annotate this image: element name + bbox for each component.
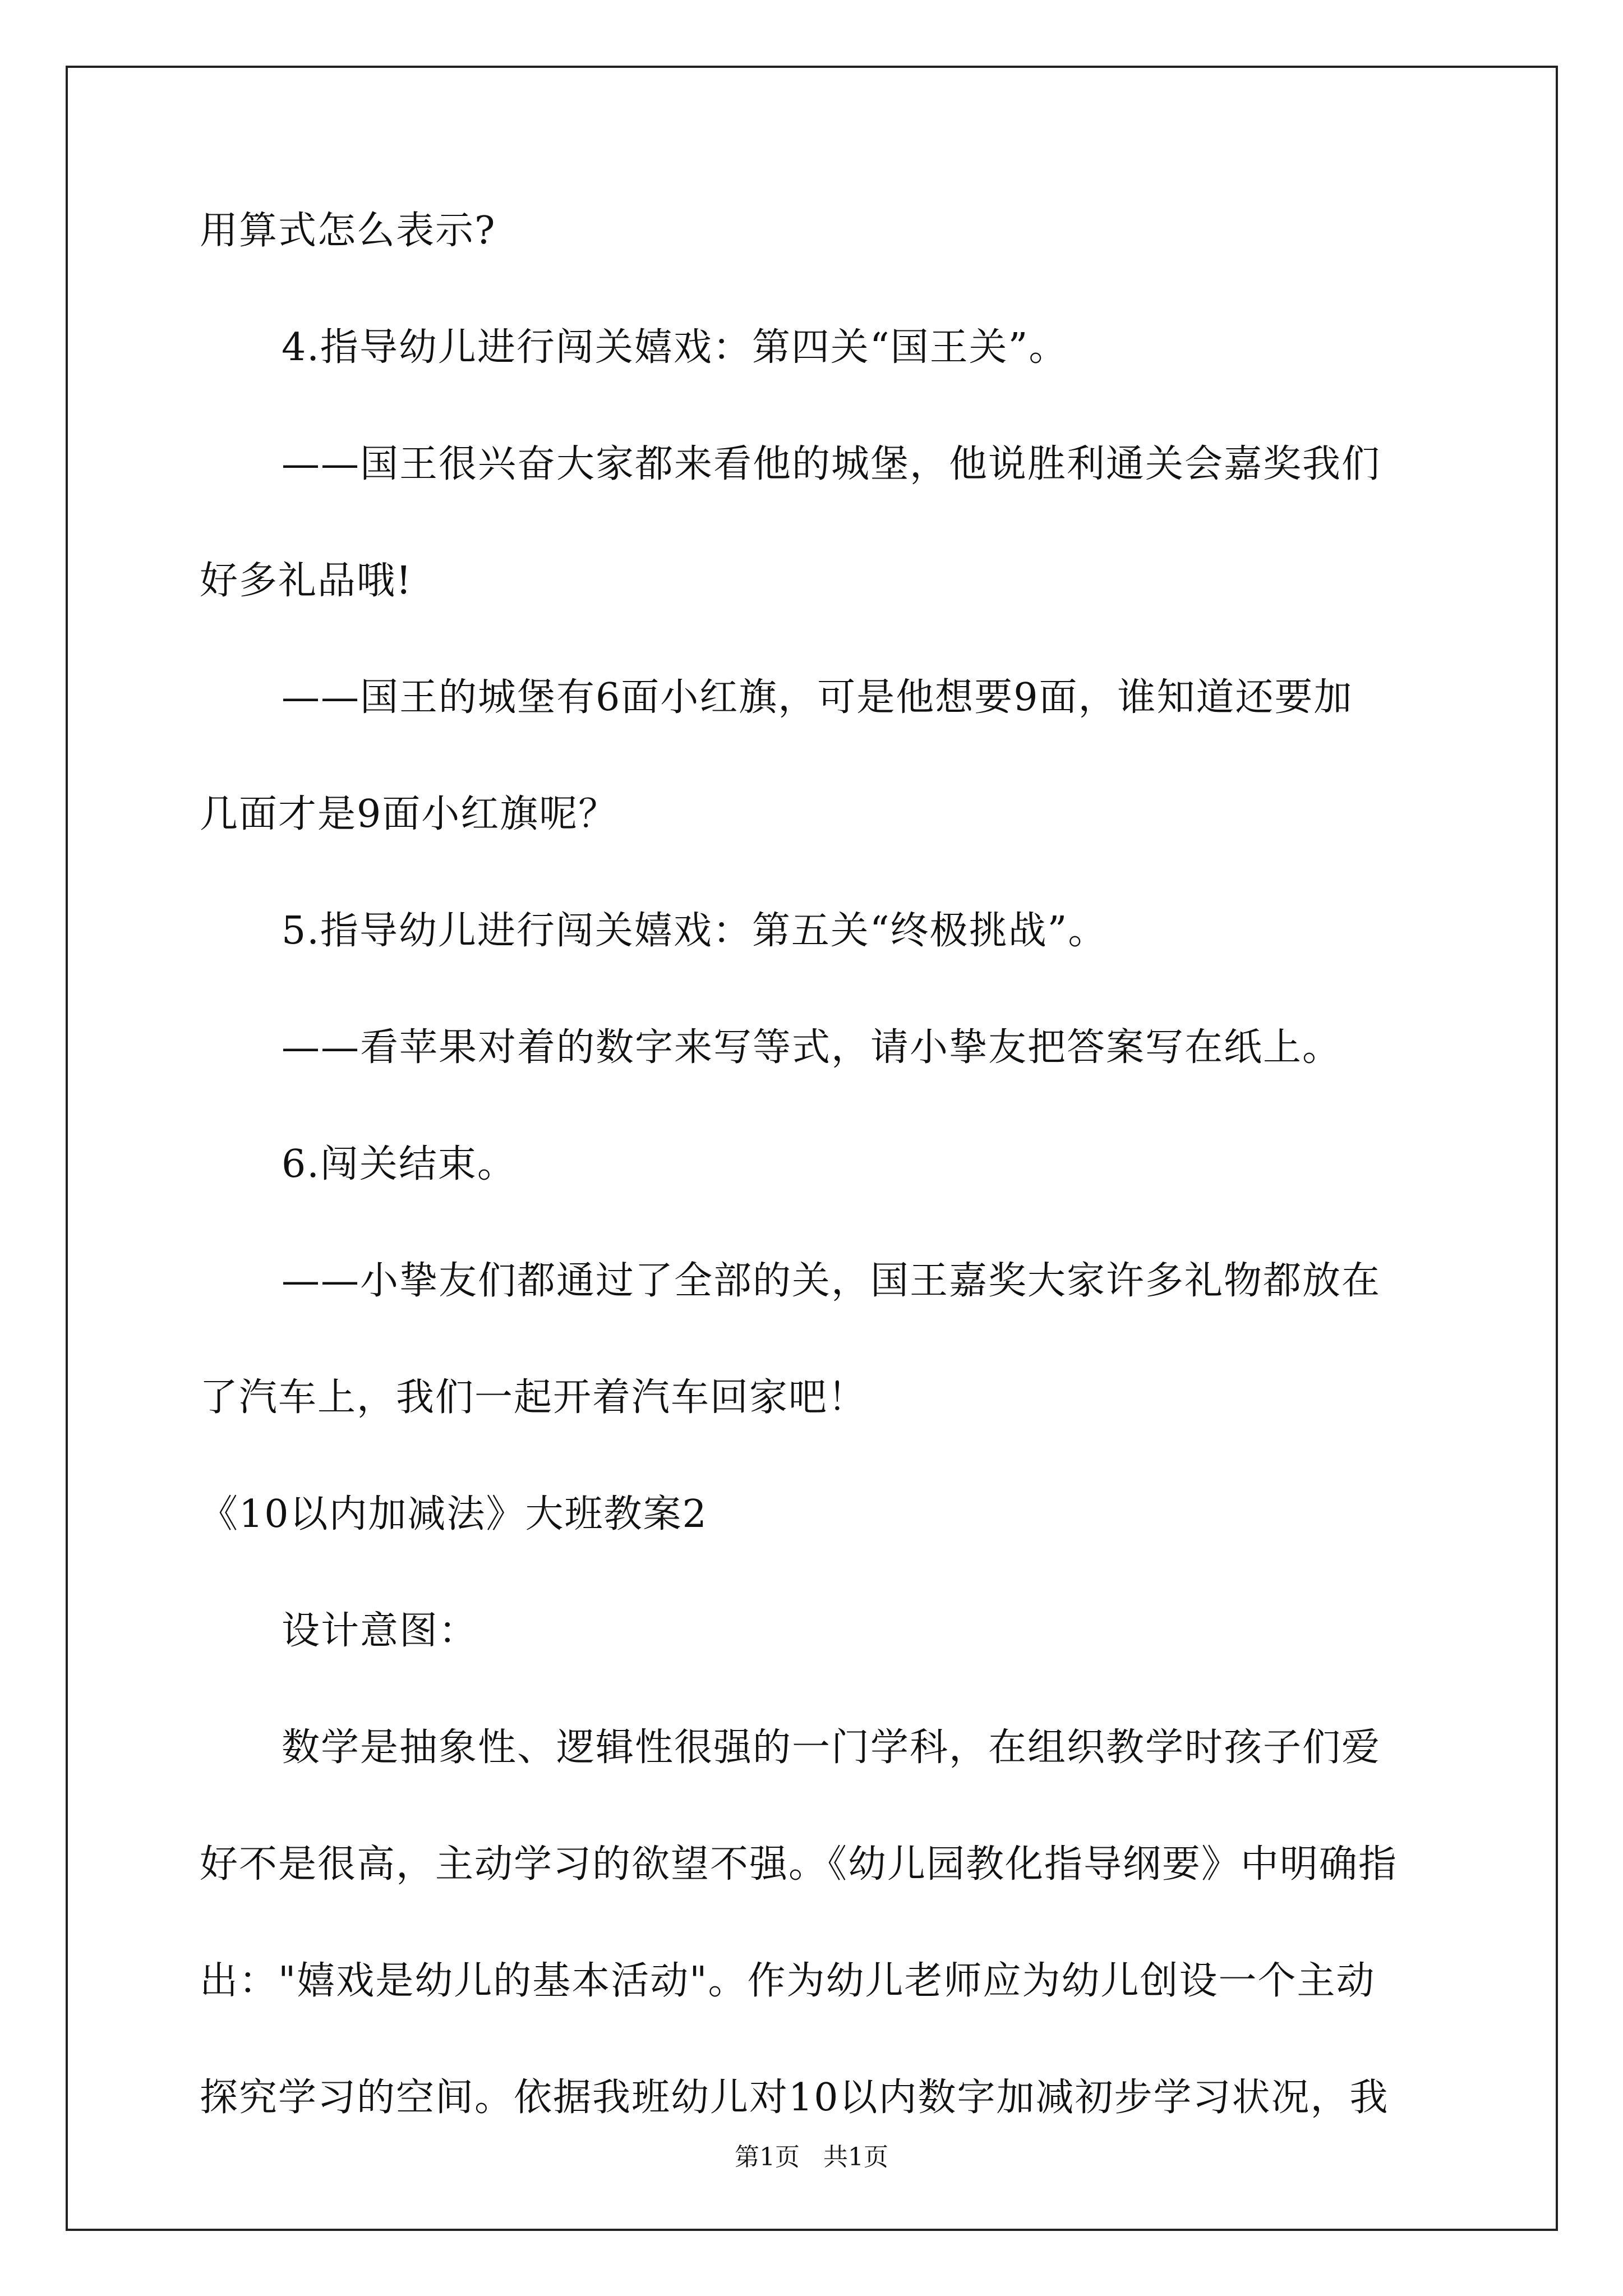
paragraph-line: ——国王的城堡有6面小红旗，可是他想要9面，谁知道还要加 [282,675,1353,720]
paragraph-line: 出："嬉戏是幼儿的基本活动"。作为幼儿老师应为幼儿创设一个主动 [200,1959,1376,2003]
subsection-heading: 设计意图： [282,1609,478,1653]
paragraph-line: ——国王很兴奋大家都来看他的城堡，他说胜利通关会嘉奖我们 [282,442,1381,486]
step-heading: 4.指导幼儿进行闯关嬉戏：第四关“国王关”。 [282,325,1068,370]
step-heading: 5.指导幼儿进行闯关嬉戏：第五关“终极挑战”。 [282,909,1108,953]
paragraph-line: 用算式怎么表示? [200,209,496,253]
paragraph-line: ——看苹果对着的数字来写等式，请小挚友把答案写在纸上。 [282,1025,1342,1070]
paragraph-line: 探究学习的空间。依据我班幼儿对10以内数字加减初步学习状况，我 [200,2076,1389,2120]
paragraph-line: 好不是很高，主动学习的欲望不强。《幼儿园教化指导纲要》中明确指 [200,1842,1398,1887]
step-heading: 6.闯关结束。 [282,1142,517,1186]
paragraph-line: ——小挚友们都通过了全部的关，国王嘉奖大家许多礼物都放在 [282,1259,1381,1303]
document-body [200,208,1428,2191]
paragraph-line: 了汽车上，我们一起开着汽车回家吧！ [200,1375,868,1420]
paragraph-line: 数学是抽象性、逻辑性很强的一门学科，在组织教学时孩子们爱 [282,1726,1381,1770]
paragraph-line: 几面才是9面小红旗呢？ [200,792,618,836]
paragraph-line: 好多礼品哦! [200,559,413,603]
section-title: 《10以内加减法》大班教案2 [200,1492,708,1536]
page-footer: 第1页 共1页 [735,2143,888,2171]
